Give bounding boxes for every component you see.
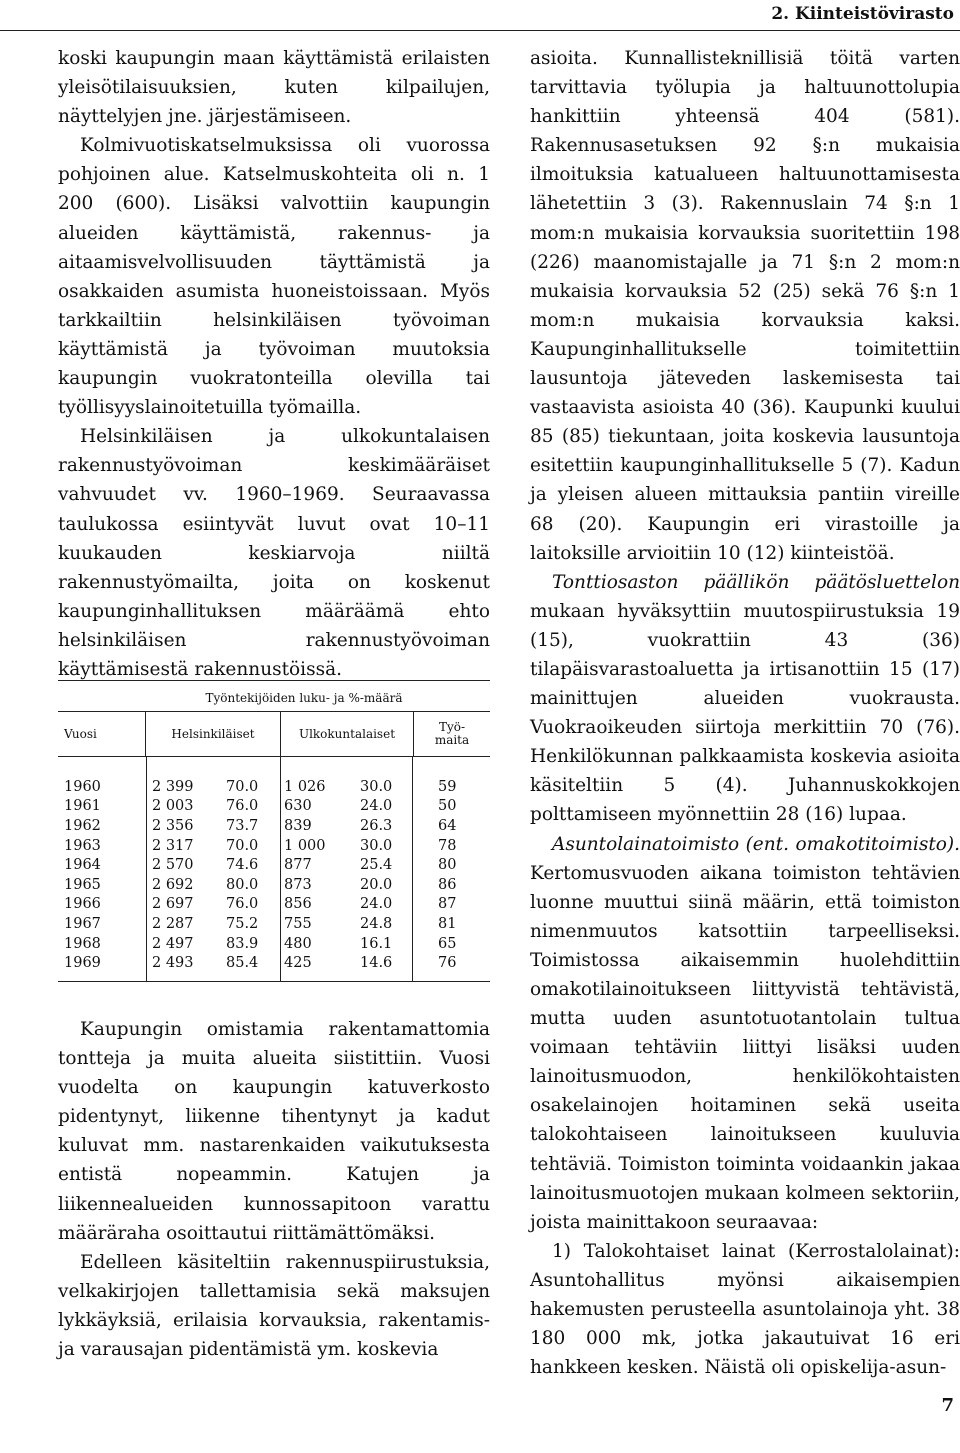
cell-year: 1965 — [64, 876, 101, 893]
cell-helsinki-percent: 70.0 — [226, 837, 259, 854]
cell-year: 1961 — [64, 798, 101, 815]
header-sites-line2: maita — [434, 733, 470, 747]
table-caption: Työntekijöiden luku- ja %-määrä — [205, 691, 403, 705]
table-row — [58, 816, 490, 836]
cell-helsinki-count: 2 692 — [152, 876, 194, 893]
cell-helsinki-count: 2 003 — [152, 798, 194, 815]
right-column — [530, 44, 960, 1382]
cell-other-percent: 30.0 — [360, 778, 393, 795]
cell-other-count: 839 — [284, 817, 312, 834]
cell-helsinki-percent: 85.4 — [226, 955, 259, 972]
cell-helsinki-percent: 83.9 — [226, 935, 259, 952]
cell-year: 1969 — [64, 955, 101, 972]
header-sites-line1: Työ- — [438, 720, 466, 734]
cell-other-count: 1 026 — [284, 778, 326, 795]
cell-sites: 65 — [438, 935, 457, 952]
header-other-municipalities: Ulkokuntalaiset — [281, 712, 414, 756]
cell-other-count: 1 000 — [284, 837, 326, 854]
cell-year: 1960 — [64, 778, 101, 795]
cell-helsinki-percent: 76.0 — [226, 798, 259, 815]
cell-helsinki-count: 2 287 — [152, 915, 194, 932]
cell-helsinki-percent: 80.0 — [226, 876, 259, 893]
column-divider — [412, 757, 413, 981]
left-paragraph-1: koski kaupungin maan käyttämistä erilaisten yleisötilaisuuksien, kuten kilpailujen, näyttelyjen jne. järjestämiseen. — [58, 48, 490, 128]
cell-year: 1962 — [64, 817, 101, 834]
column-divider — [146, 757, 147, 981]
table-row — [58, 934, 490, 954]
column-divider — [280, 757, 281, 981]
cell-helsinki-count: 2 399 — [152, 778, 194, 795]
cell-helsinki-count: 2 356 — [152, 817, 194, 834]
cell-sites: 76 — [438, 955, 457, 972]
cell-other-percent: 24.0 — [360, 896, 393, 913]
cell-other-count: 480 — [284, 935, 312, 952]
right-paragraph-2-body: mukaan hyväksyttiin muutospiirustuksia 19 (15), vuokrattiin 43 (36) tilapäisvarastoaluetta ja irtisanottiin 15 (17) mainittujen alueiden vuokrausta. Vuokraoikeuden siirtoja merkittiin 70 (76). Henkilökunnan palkkaamista koskevia asioita käsiteltiin 5 (4). Juhannuskokkojen polttamiseen myönnettiin 28 (16) lupaa. — [530, 600, 960, 826]
cell-other-percent: 16.1 — [360, 935, 393, 952]
cell-helsinki-percent: 76.0 — [226, 896, 259, 913]
table-row — [58, 855, 490, 875]
table-row — [58, 777, 490, 797]
left-paragraph-3: Helsinkiläisen ja ulkokuntalaisen rakennustyövoiman keskimääräiset vahvuudet vv. 1960–1969. Seuraavassa taulukossa esiintyvät luvut ovat 10–11 kuukauden keskiarvoja niiltä rakennustyömailta, joita on koskenut kaupunginhallituksen määräämä ehto helsinkiläisen rakennustyövoiman käyttämisestä rakennustöissä. — [58, 426, 490, 680]
cell-helsinki-percent: 73.7 — [226, 817, 259, 834]
cell-sites: 80 — [438, 857, 457, 874]
cell-sites: 87 — [438, 896, 457, 913]
workforce-table — [58, 680, 490, 982]
cell-other-percent: 20.0 — [360, 876, 393, 893]
cell-other-percent: 14.6 — [360, 955, 393, 972]
right-paragraph-2 — [530, 568, 960, 830]
cell-helsinki-count: 2 493 — [152, 955, 194, 972]
cell-year: 1964 — [64, 857, 101, 874]
header-year: Vuosi — [58, 712, 146, 756]
page-number: 7 — [941, 1395, 954, 1416]
table-body — [58, 756, 490, 981]
cell-sites: 64 — [438, 817, 457, 834]
cell-sites: 50 — [438, 798, 457, 815]
running-head: 2. Kiinteistövirasto — [771, 4, 954, 24]
cell-other-percent: 24.8 — [360, 915, 393, 932]
cell-other-count: 630 — [284, 798, 312, 815]
cell-other-percent: 24.0 — [360, 798, 393, 815]
table-header — [58, 711, 490, 756]
left-paragraph-5: Edelleen käsiteltiin rakennuspiirustuksia, velkakirjojen tallettamisia sekä maksujen lykkäyksiä, erilaisia korvauksia, rakentamis- ja varausajan pidentämistä ym. koskevia — [58, 1251, 490, 1361]
header-rule — [0, 30, 960, 31]
cell-helsinki-percent: 74.6 — [226, 857, 259, 874]
left-paragraph-2: Kolmivuotiskatselmuksissa oli vuorossa pohjoinen alue. Katselmuskohteita oli n. 1 200 (600). Lisäksi valvottiin kaupungin alueiden käyttämistä, rakennus- ja aitaamisvelvollisuuden täyttämistä ja osakkaiden asumista huoneistoissaan. Myös tarkkailtiin helsinkiläisen työvoiman käyttämistä ja työvoiman muutoksia kaupungin vuokratonteilla olevilla tai työllisyyslainoitetuilla työmailla. — [58, 135, 490, 419]
left-column-bottom — [58, 1015, 490, 1364]
cell-year: 1966 — [64, 896, 101, 913]
cell-helsinki-percent: 70.0 — [226, 778, 259, 795]
table-row — [58, 895, 490, 915]
cell-other-count: 425 — [284, 955, 312, 972]
cell-other-count: 873 — [284, 876, 312, 893]
right-paragraph-1: asioita. Kunnallisteknillisiä töitä varten tarvittavia työlupia ja haltuunottolupia hankittiin yhteensä 404 (581). Rakennusasetuksen 92 §:n mukaisia ilmoituksia katualueen haltuunottamisesta lähetettiin 3 (3). Rakennuslain 74 §:n 1 mom:n mukaisia korvauksia suoritettiin 198 (226) maanomistajalle ja 71 §:n 2 mom:n mukaisia korvauksia 52 (25) sekä 76 §:n 1 mom:n mukaisia korvauksia kaksi. Kaupunginhallitukselle toimitettiin lausuntoja jäteveden laskemisesta tai vastaavista asioista 40 (36). Kaupunki kuului 85 (85) tiekuntaan, joita koskevia lausuntoja esitettiin kaupunginhallitukselle 5 (7). Kadun ja yleisen alueen mittauksia pantiin vireille 68 (20). Kaupungin eri virastoille ja laitoksille arvioitiin 10 (12) kiinteistöä. — [530, 48, 960, 564]
left-paragraph-4: Kaupungin omistamia rakentamattomia tontteja ja muita alueita siistittiin. Vuosi vuodelta on kaupungin katuverkosto pidentynyt, liikenne tihentynyt ja kadut kuluvat mm. nastarenkaiden vaikutuksesta entistä nopeammin. Katujen ja liikennealueiden kunnossapitoon varattu määräraha osoittautui riittämättömäksi. — [58, 1019, 490, 1244]
cell-sites: 81 — [438, 915, 457, 932]
cell-other-percent: 30.0 — [360, 837, 393, 854]
right-paragraph-3-body: Kertomusvuoden aikana toimiston tehtävien luonne muuttui siinä määrin, että toimiston nimenmuutos katsottiin tarpeelliseksi. Toimistossa aikaisemmin huolehdittiin omakotilainoitukseen liittyvistä tehtävistä, mutta uuden asuntotuotantolain tultua voimaan tehtäviin liittyi lisäksi uuden lainoitusmuodon, henkilökohtaisten osakelainojen hoitaminen sekä useita talokohtaiseen lainoitukseen kuuluvia tehtäviä. Toimiston toiminta voidaankin jakaa lainoitusmuotojen mukaan kolmeen sektoriin, joista mainittakoon seuraavaa: — [530, 862, 960, 1233]
table-row — [58, 914, 490, 934]
section-heading-housing-loan-office: Asuntolainatoimisto (ent. omakotitoimisto). — [552, 833, 960, 855]
table-row — [58, 797, 490, 817]
cell-sites: 59 — [438, 778, 457, 795]
cell-helsinki-percent: 75.2 — [226, 915, 259, 932]
header-sites — [414, 721, 490, 747]
cell-other-percent: 26.3 — [360, 817, 393, 834]
cell-year: 1963 — [64, 837, 101, 854]
right-paragraph-3 — [530, 830, 960, 1237]
left-column-top — [58, 44, 490, 684]
section-heading-plot-office: Tonttiosaston päällikön päätösluettelon — [552, 571, 960, 593]
cell-sites: 86 — [438, 876, 457, 893]
cell-helsinki-count: 2 317 — [152, 837, 194, 854]
cell-sites: 78 — [438, 837, 457, 854]
cell-other-percent: 25.4 — [360, 857, 393, 874]
cell-other-count: 755 — [284, 915, 312, 932]
cell-other-count: 877 — [284, 857, 312, 874]
cell-other-count: 856 — [284, 896, 312, 913]
cell-year: 1968 — [64, 935, 101, 952]
table-row — [58, 875, 490, 895]
cell-year: 1967 — [64, 915, 101, 932]
cell-helsinki-count: 2 697 — [152, 896, 194, 913]
header-helsinki: Helsinkiläiset — [146, 712, 281, 756]
table-row — [58, 953, 490, 973]
cell-helsinki-count: 2 497 — [152, 935, 194, 952]
right-paragraph-4: 1) Talokohtaiset lainat (Kerrostalolainat): Asuntohallitus myönsi aikaisempien hakemusten perusteella asuntolainoja yht. 38 180 000 mk, jotka jakautuivat 16 eri hankkeen kesken. Näistä oli opiskelija-asun- — [530, 1240, 960, 1379]
table-row — [58, 836, 490, 856]
cell-helsinki-count: 2 570 — [152, 857, 194, 874]
